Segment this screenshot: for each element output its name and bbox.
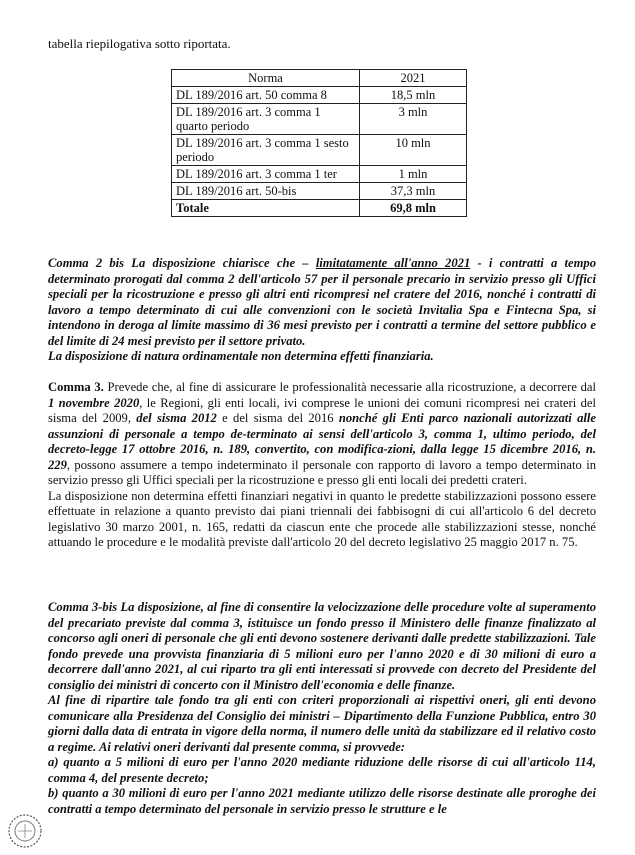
row-norma: DL 189/2016 art. 3 comma 1 sesto periodo xyxy=(172,135,360,166)
intro-text: tabella riepilogativa sotto riportata. xyxy=(48,36,231,51)
comma-3-text-3: e del sisma del 2016 xyxy=(216,411,339,425)
comma-3-bis-item-a: a) quanto a 5 milioni di euro per l'anno 2020 mediante riduzione delle risorse di cui all'articolo 114, comma 4, del presente decreto; xyxy=(48,755,596,785)
header-norma: Norma xyxy=(172,70,360,87)
comma-3-enti-parco: nonché gli Enti parco nazionali autorizzati alle assunzioni di personale a tempo de-terminato ai sensi dell'articolo 3, comma 1, ultimo periodo, del decreto-legge 17 ottobre 2016, n. 189, convertito, con modifica-zioni, dalla legge 15 dicembre 2016, n. 229 xyxy=(48,411,596,472)
row-norma: DL 189/2016 art. 3 comma 1 quarto periodo xyxy=(172,104,360,135)
header-2021: 2021 xyxy=(360,70,467,87)
comma-3-section xyxy=(48,380,596,551)
row-norma: DL 189/2016 art. 50 comma 8 xyxy=(172,87,360,104)
row-value: 37,3 mln xyxy=(360,183,467,200)
total-value: 69,8 mln xyxy=(360,200,467,217)
table-row xyxy=(172,104,467,135)
row-value: 1 mln xyxy=(360,166,467,183)
table-row xyxy=(172,166,467,183)
comma-3-date: 1 novembre 2020 xyxy=(48,395,140,410)
table-row xyxy=(172,87,467,104)
comma-2-bis-paragraph xyxy=(48,256,596,349)
comma-3-bis-paragraph-2: Al fine di ripartire tale fondo tra gli enti con criteri proporzionali ai rispettivi oneri, gli enti devono comunicare alla Presidenza del Consiglio dei ministri – Dipartimento della Funzione Pubblica, entro 30 giorni dalla data di entrata in vigore della norma, il numero delle unità da stabilizzare ed il relativo costo a regime. Ai relativi oneri derivanti dal presente comma, si provvede: xyxy=(48,693,596,754)
stamp-seal-icon xyxy=(6,812,44,850)
comma-3-bis-section xyxy=(48,600,596,817)
comma-3-note: La disposizione non determina effetti finanziari negativi in quanto le predette stabilizzazioni possono essere effettuate in relazione a quanto previsto dai piani triennali dei fabbisogni di cui all'articolo 6 del decreto legislativo 30 marzo 2001, n. 165, redatti da ciascun ente che procede alle stabilizzazioni stesse, nonché attuando le procedure e le modalità previste dall'articolo 20 del decreto legislativo 25 maggio 2017 n. 75. xyxy=(48,488,596,549)
comma-3-text-1: Prevede che, al fine di assicurare le professionalità necessarie alla ricostruzione, a decorrere dal xyxy=(103,380,597,394)
comma-2-bis-text-a: Comma 2 bis La disposizione chiarisce che – xyxy=(48,256,316,270)
comma-3-bis-item-b: b) quanto a 30 milioni di euro per l'anno 2021 mediante utilizzo delle risorse destinate alle proroghe dei contratti a tempo determinato del personale in servizio presso le strutture e le xyxy=(48,786,596,816)
table-header-row xyxy=(172,70,467,87)
comma-2-bis-note: La disposizione di natura ordinamentale non determina effetti finanziaria. xyxy=(48,349,434,363)
row-value: 10 mln xyxy=(360,135,467,166)
row-value: 3 mln xyxy=(360,104,467,135)
table-total-row xyxy=(172,200,467,217)
comma-3-text-4: , possono assumere a tempo indeterminato il personale con rapporto di lavoro a tempo determinato in servizio presso gli Uffici speciali per la ricostruzione e presso gli enti locali dei predetti crateri. xyxy=(48,457,596,487)
comma-2-bis-section xyxy=(48,256,596,365)
comma-3-label: Comma 3. xyxy=(48,380,104,394)
row-norma: DL 189/2016 art. 3 comma 1 ter xyxy=(172,166,360,183)
row-norma: DL 189/2016 art. 50-bis xyxy=(172,183,360,200)
summary-table xyxy=(171,69,467,217)
table-row xyxy=(172,183,467,200)
comma-2-bis-underlined: limitatamente all'anno 2021 xyxy=(315,256,471,270)
comma-3-text-2: , le Regioni, gli enti locali, ivi comprese le unioni dei comuni ricompresi nei crateri del sisma del 2009, xyxy=(48,395,596,425)
total-label: Totale xyxy=(172,200,360,217)
comma-3-bis-paragraph-1: Comma 3-bis La disposizione, al fine di consentire la velocizzazione delle procedure volte al superamento del precariato previste dal comma 3, istituisce un fondo presso il Ministero delle finanze finalizzato al concorso agli oneri di personale che gli enti devono sostenere derivanti dalle predette stabilizzazioni. Tale fondo prevede una provvista finanziaria di 5 milioni euro per l'anno 2020 e di 30 milioni di euro a decorrere dall'anno 2021, al cui riparto tra gli enti interessati si provvede con decreto del Presidente del consiglio dei ministri di concerto con il Ministro dell'economia e delle finanze. xyxy=(48,600,596,692)
comma-3-paragraph xyxy=(48,380,596,489)
table-row xyxy=(172,135,467,166)
comma-2-bis-text-b: - i contratti a tempo determinato prorogati dal comma 2 dell'articolo 57 per il personale precario in servizio presso gli Uffici speciali per la ricostruzione e presso gli altri enti ricompresi nel cratere del 2016, nonché i contratti di lavoro a tempo determinato di cui alle convenzioni con le società Invitalia Spa e Fintecna Spa, si intendono in deroga al limite massimo di 36 mesi previsto per i contratti a termine del settore pubblico e del limite di 24 mesi previsto per il settore privato. xyxy=(48,256,596,348)
row-value: 18,5 mln xyxy=(360,87,467,104)
comma-3-sisma-2012: del sisma 2012 xyxy=(136,411,217,425)
